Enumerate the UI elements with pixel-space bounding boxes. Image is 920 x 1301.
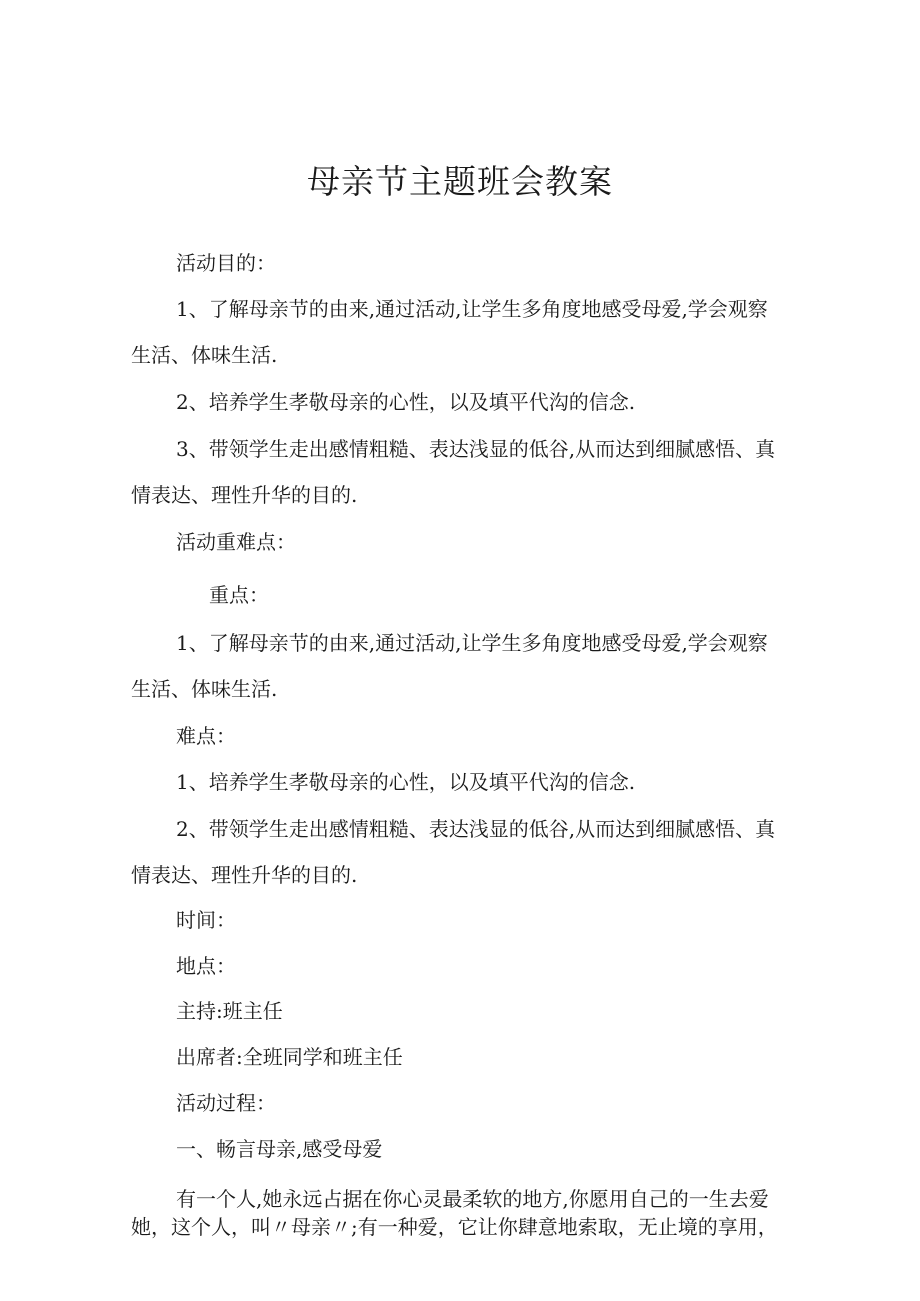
paragraph-line: 有一个人,她永远占据在你心灵最柔软的地方,你愿用自己的一生去爱: [176, 1187, 769, 1211]
paragraph-line: 1、了解母亲节的由来,通过活动,让学生多角度地感受母爱,学会观察: [176, 631, 768, 655]
paragraph-line: 生活、体味生活.: [131, 677, 278, 701]
paragraph-line: 3、带领学生走出感情粗糙、表达浅显的低谷,从而达到细腻感悟、真: [176, 437, 776, 461]
paragraph-line: 生活、体味生活.: [131, 343, 278, 367]
document-title: 母亲节主题班会教案: [307, 162, 613, 201]
paragraph-line: 2、带领学生走出感情粗糙、表达浅显的低谷,从而达到细腻感悟、真: [176, 817, 776, 841]
section-heading-objectives: 活动目的：: [176, 251, 276, 275]
paragraph-line: 2、培养学生孝敬母亲的心性，以及填平代沟的信念.: [176, 390, 636, 414]
field-location: 地点：: [176, 954, 236, 978]
field-attendees: 出席者:全班同学和班主任: [176, 1045, 403, 1069]
paragraph-line: 1、了解母亲节的由来,通过活动,让学生多角度地感受母爱,学会观察: [176, 297, 768, 321]
section-heading-key-points: 活动重难点：: [176, 530, 296, 554]
paragraph-line: 情表达、理性升华的目的.: [131, 483, 358, 507]
subheading-difficult: 难点：: [176, 724, 236, 748]
subheading-key: 重点：: [209, 583, 269, 607]
subheading-step-one: 一、畅言母亲,感受母爱: [176, 1137, 383, 1161]
paragraph-line: 1、培养学生孝敬母亲的心性，以及填平代沟的信念.: [176, 770, 636, 794]
paragraph-line: 她，这个人，叫〃母亲〃;有一种爱，它让你肆意地索取，无止境的享用，: [131, 1215, 778, 1239]
section-heading-process: 活动过程：: [176, 1091, 276, 1115]
paragraph-line: 情表达、理性升华的目的.: [131, 863, 358, 887]
field-host: 主持:班主任: [176, 999, 283, 1023]
field-time: 时间：: [176, 908, 236, 932]
